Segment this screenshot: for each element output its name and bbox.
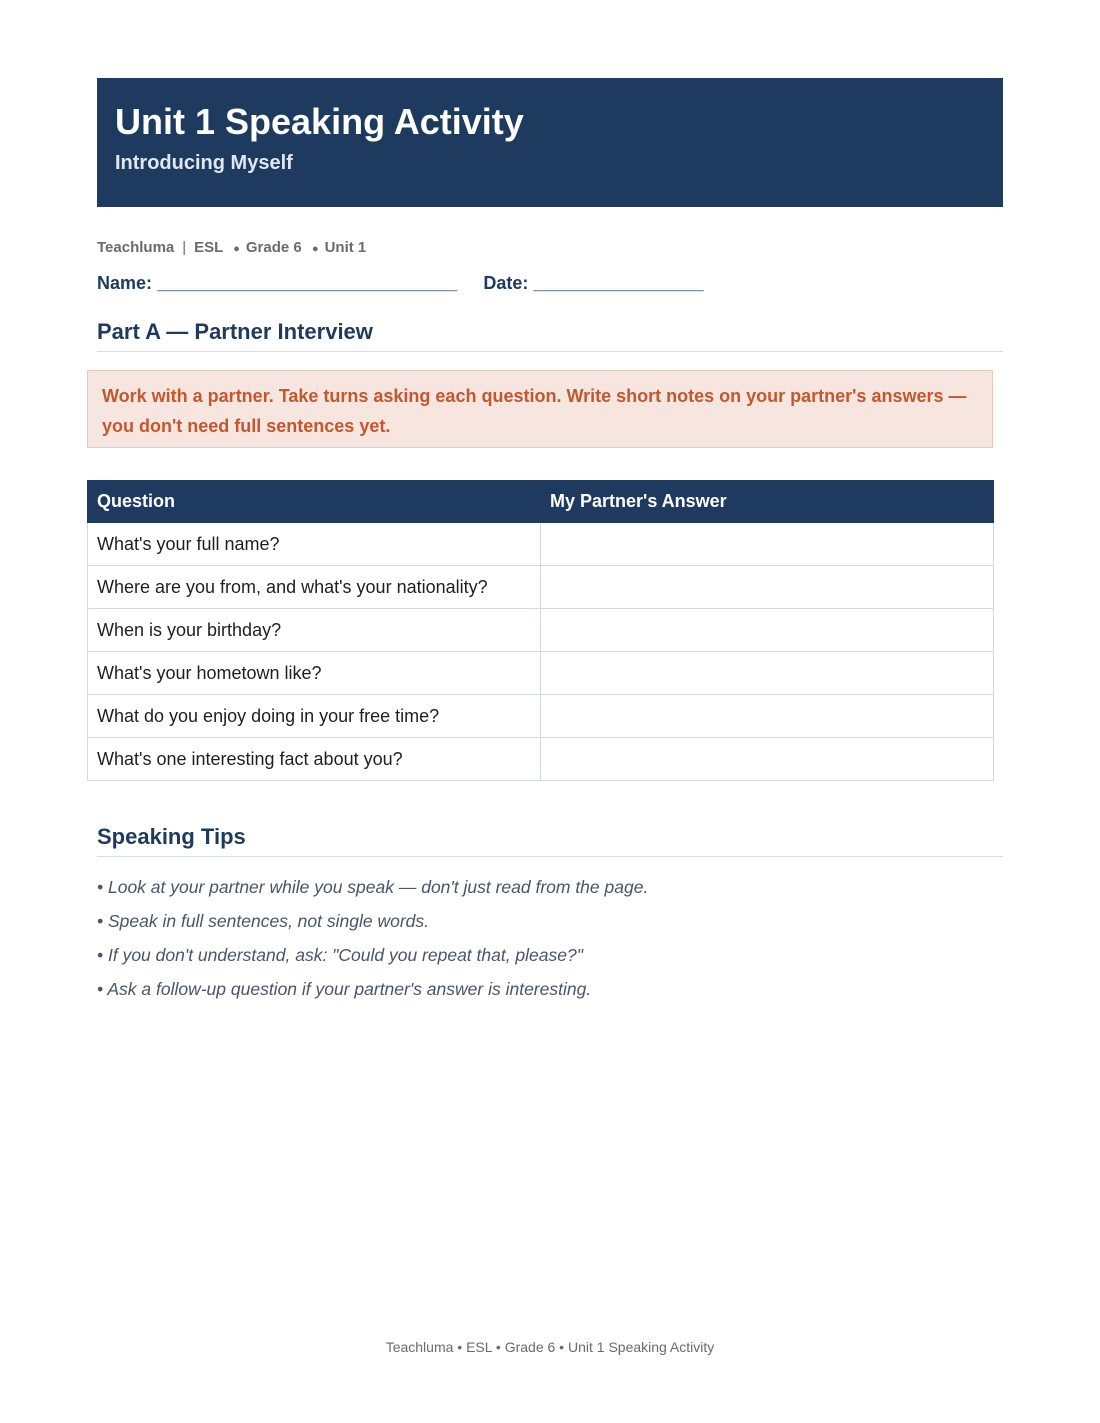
list-item: • Look at your partner while you speak — don't just read from the page. bbox=[97, 877, 649, 897]
table-row bbox=[88, 738, 994, 781]
table-header-row bbox=[88, 481, 994, 523]
speaking-tips-heading: Speaking Tips bbox=[97, 824, 1003, 857]
question-cell: What do you enjoy doing in your free time? bbox=[88, 695, 541, 738]
meta-grade: Grade 6 bbox=[245, 239, 302, 256]
date-field[interactable]: Date: _________________ bbox=[483, 273, 704, 293]
page-subtitle: Introducing Myself bbox=[115, 152, 293, 174]
speaking-tips-list bbox=[97, 873, 648, 1009]
meta-bullet: ● bbox=[233, 243, 240, 255]
instructions-callout: Work with a partner. Take turns asking each question. Write short notes on your partner's answers — you don't need full sentences yet. bbox=[87, 370, 993, 448]
column-header-answer: My Partner's Answer bbox=[541, 481, 994, 523]
answer-cell[interactable] bbox=[541, 566, 994, 609]
list-item: • Ask a follow-up question if your partner's answer is interesting. bbox=[97, 979, 592, 999]
question-cell: Where are you from, and what's your nationality? bbox=[88, 566, 541, 609]
page-footer: Teachluma • ESL • Grade 6 • Unit 1 Speaking Activity bbox=[385, 1339, 715, 1355]
page-title: Unit 1 Speaking Activity bbox=[115, 101, 524, 142]
list-item: • If you don't understand, ask: "Could you repeat that, please?" bbox=[97, 945, 583, 965]
question-cell: When is your birthday? bbox=[88, 609, 541, 652]
table-row bbox=[88, 652, 994, 695]
answer-cell[interactable] bbox=[541, 523, 994, 566]
table-row bbox=[88, 695, 994, 738]
meta-divider: | bbox=[182, 239, 187, 256]
meta-unit: Unit 1 bbox=[324, 239, 367, 256]
student-fields bbox=[97, 273, 704, 294]
question-cell: What's your full name? bbox=[88, 523, 541, 566]
question-cell: What's your hometown like? bbox=[88, 652, 541, 695]
table-row bbox=[88, 523, 994, 566]
table-row bbox=[88, 566, 994, 609]
header-banner bbox=[97, 78, 1003, 207]
question-cell: What's one interesting fact about you? bbox=[88, 738, 541, 781]
part-a-heading: Part A — Partner Interview bbox=[97, 319, 1003, 352]
meta-publisher: Teachluma bbox=[97, 239, 175, 256]
name-field[interactable]: Name: ______________________________ bbox=[97, 273, 458, 293]
answer-cell[interactable] bbox=[541, 695, 994, 738]
answer-cell[interactable] bbox=[541, 652, 994, 695]
answer-cell[interactable] bbox=[541, 738, 994, 781]
table-row bbox=[88, 609, 994, 652]
list-item: • Speak in full sentences, not single words. bbox=[97, 911, 430, 931]
meta-line bbox=[97, 239, 366, 256]
meta-bullet: ● bbox=[311, 243, 319, 255]
column-header-question: Question bbox=[88, 481, 541, 523]
meta-subject: ESL bbox=[194, 239, 224, 256]
answer-cell[interactable] bbox=[541, 609, 994, 652]
interview-table bbox=[87, 480, 994, 781]
